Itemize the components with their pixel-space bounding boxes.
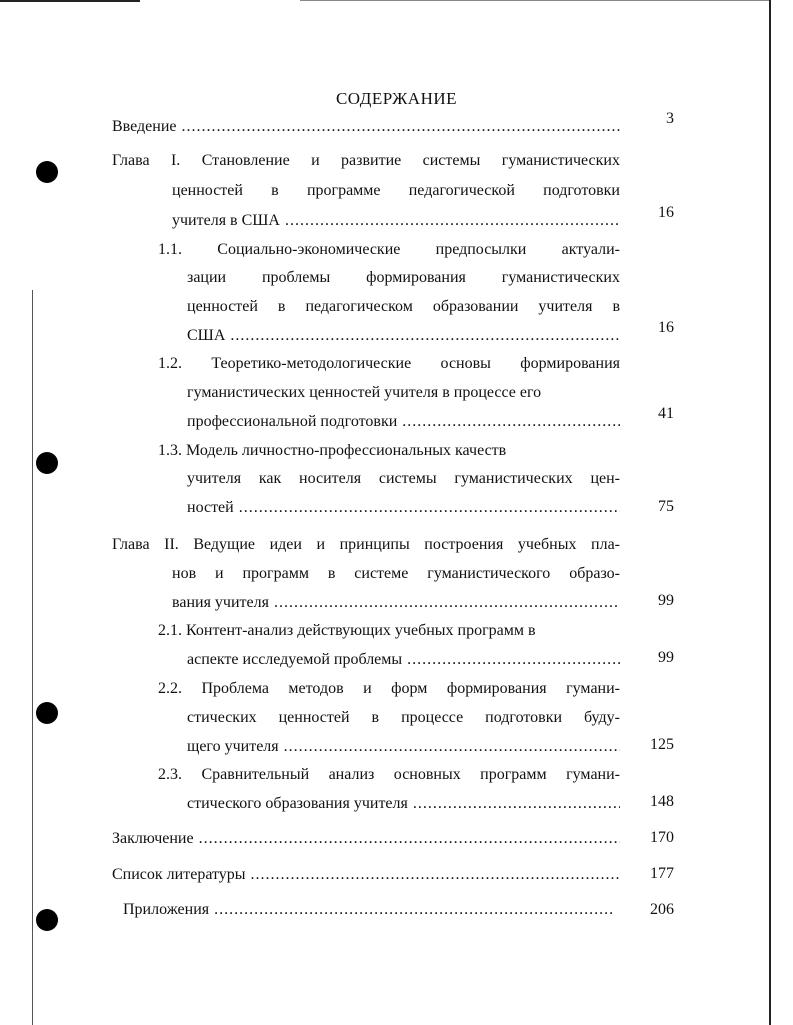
toc-line: 1.1. Социально-экономические предпосылки актуали-: [158, 241, 620, 258]
toc-page-number: 16: [658, 204, 674, 221]
toc-page-number: 177: [650, 865, 674, 882]
toc-line: вания учителя .....: [172, 590, 620, 616]
toc-page-number: 3: [666, 110, 674, 127]
toc-page-number: 99: [658, 649, 674, 666]
toc-line: 1.3. Модель личностно-профессиональных качеств: [158, 442, 507, 459]
toc-line: профессиональной подготовки .....: [187, 409, 620, 435]
toc-line: аспекте исследуемой проблемы .....: [187, 647, 620, 673]
toc-line: 1.2. Теоретико-методологические основы формирования: [158, 355, 620, 372]
toc-line: Приложения .....: [123, 897, 614, 923]
toc-line: зации проблемы формирования гуманистических: [187, 269, 620, 286]
scan-edge-top: [0, 0, 140, 2]
toc-line: учителя в США .....: [172, 208, 620, 234]
toc-page-number: 125: [650, 736, 674, 753]
toc-line: гуманистических ценностей учителя в процессе его: [187, 384, 542, 401]
toc-line: Глава II. Ведущие идеи и принципы построения учебных пла-: [112, 536, 620, 553]
toc-line: Введение .....: [112, 114, 620, 140]
toc-line: Список литературы .....: [112, 862, 620, 888]
punch-hole: [36, 909, 58, 931]
page-title: СОДЕРЖАНИЕ: [335, 89, 458, 108]
toc-line: 2.1. Контент-анализ действующих учебных программ в: [158, 622, 536, 639]
punch-hole: [36, 161, 58, 183]
toc-line: ценностей в программе педагогической подготовки: [172, 182, 620, 199]
toc-line: ценностей в педагогическом образовании учителя в: [187, 298, 620, 315]
toc-line: ностей .....: [187, 495, 620, 521]
punch-hole: [36, 702, 58, 724]
toc-line: учителя как носителя системы гуманистических цен-: [187, 470, 620, 487]
punch-hole: [36, 452, 58, 474]
toc-line: Заключение .....: [112, 826, 620, 852]
toc-page-number: 75: [658, 498, 674, 515]
toc-page-number: 170: [650, 829, 674, 846]
toc-page-number: 148: [650, 793, 674, 810]
scan-edge-top-right: [300, 0, 770, 1]
toc-line: Глава I. Становление и развитие системы гуманистических: [112, 152, 620, 169]
toc-page-number: 99: [658, 592, 674, 609]
scan-edge-left: [32, 290, 33, 1025]
toc-line: нов и программ в системе гуманистического образо-: [172, 565, 620, 582]
scan-edge-right: [769, 0, 771, 1025]
toc-line: щего учителя .....: [187, 734, 620, 760]
toc-page-number: 16: [658, 319, 674, 336]
toc-line: стического образования учителя .....: [187, 791, 620, 817]
toc-line: 2.2. Проблема методов и форм формирования гумани-: [158, 680, 620, 697]
toc-line: США .....: [187, 323, 620, 349]
toc-line: стических ценностей в процессе подготовки буду-: [187, 709, 620, 726]
toc-page-number: 41: [658, 405, 674, 422]
toc-page-number: 206: [650, 901, 674, 918]
toc-line: 2.3. Сравнительный анализ основных программ гумани-: [158, 766, 620, 783]
